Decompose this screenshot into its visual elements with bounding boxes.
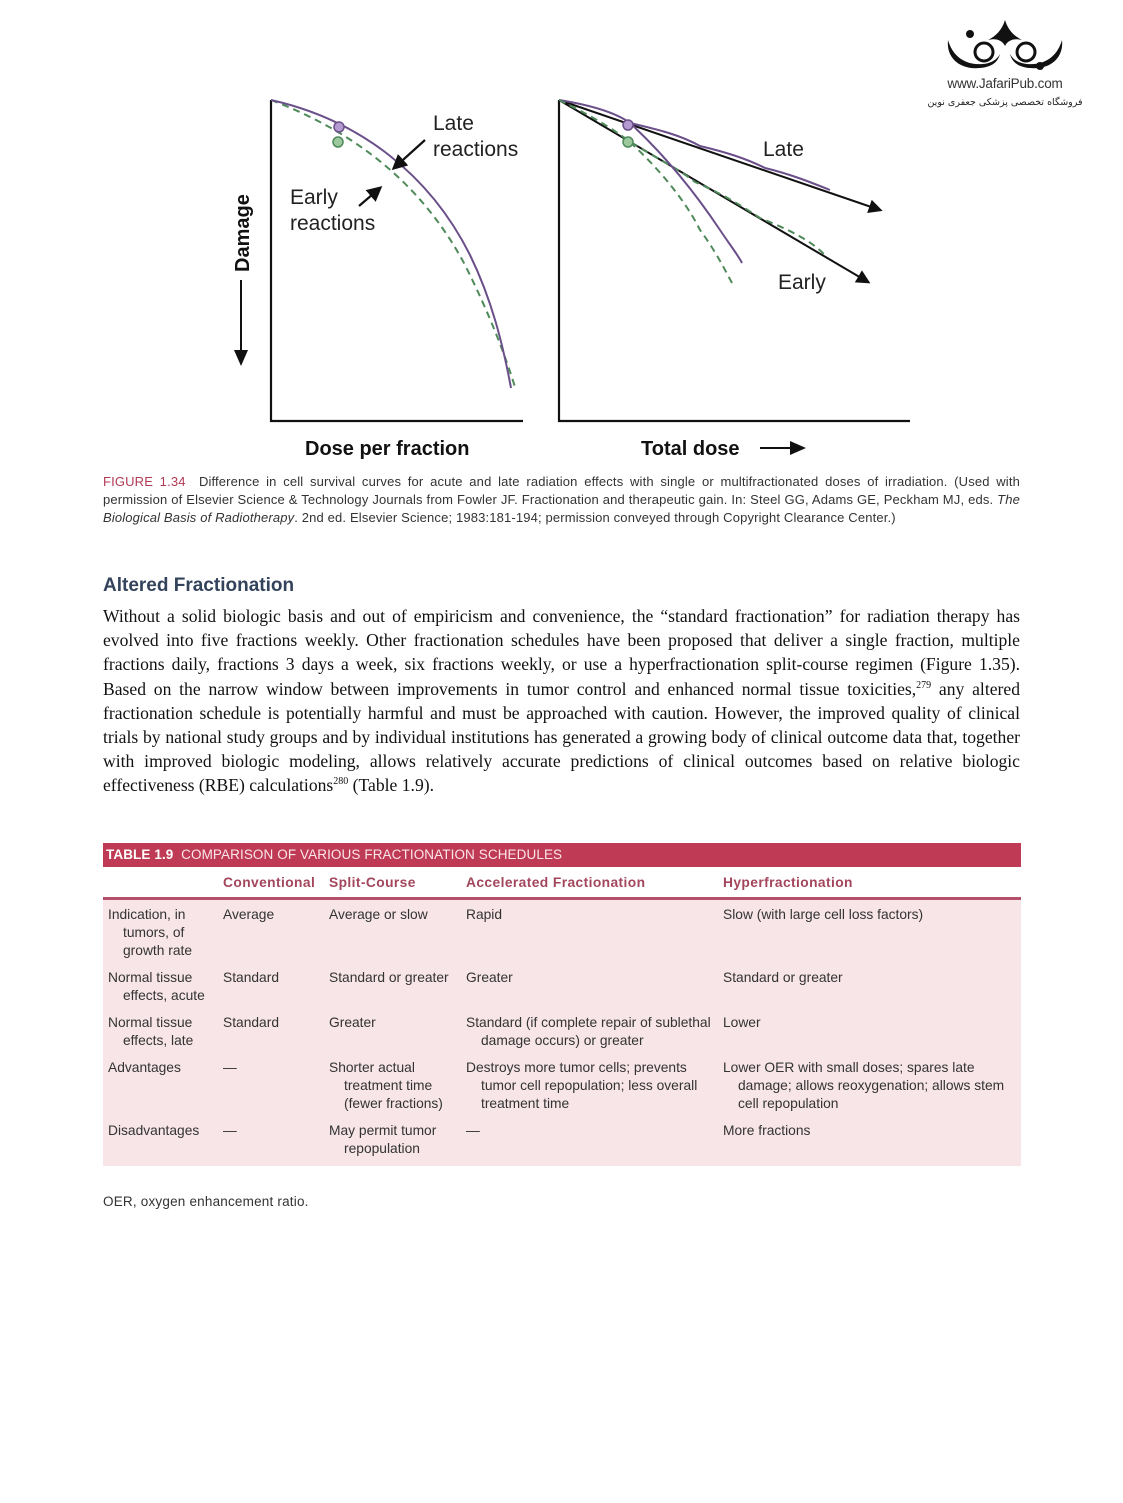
row-header: Indication, in tumors, of growth rate: [108, 907, 193, 958]
table-row: Advantages — Shorter actual treatment time (fewer fractions) Destroys more tumor cells; prevents tumor cell repopulation; less overall treatment time Lower OER with small doses; spares late damage; allows reoxygenation; allows stem cell repopulation: [103, 1055, 1021, 1118]
row-header: Normal tissue effects, late: [108, 1015, 194, 1048]
right-panel: [558, 100, 910, 460]
row-header: Advantages: [108, 1060, 181, 1075]
figure-caption: FIGURE 1.34 Difference in cell survival curves for acute and late radiation effects with single or multifractionated doses of irradiation. (Used with permission of Elsevier Science & Technology Journals from Fowler JF. Fractionation and therapeutic gain. In: Steel GG, Adams GE, Peckham MJ, eds. The Biological Basis of Radiotherapy. 2nd ed. Elsevier Science; 1983:181-194; permission conveyed through Copyright Clearance Center.): [103, 474, 1020, 525]
y-axis-label: Damage: [232, 194, 254, 272]
reference-280: 280: [333, 776, 349, 788]
arrow-right-icon: [790, 441, 806, 455]
column-header: Hyperfractionation: [723, 867, 1021, 899]
svg-text:Early: Early: [778, 271, 826, 294]
publisher-url: www.JafariPub.com: [947, 76, 1063, 91]
row-header: Normal tissue effects, acute: [108, 970, 205, 1003]
row-header: Disadvantages: [108, 1123, 200, 1138]
table-title: COMPARISON OF VARIOUS FRACTIONATION SCHEDULES: [181, 847, 563, 862]
table-number: TABLE 1.9: [106, 847, 174, 862]
section-heading: Altered Fractionation: [103, 575, 295, 596]
table-row: Disadvantages — May permit tumor repopulation — More fractions: [103, 1118, 1021, 1166]
x-axis-label-left: Dose per fraction: [305, 438, 470, 460]
publisher-logo: [905, 18, 1105, 128]
publisher-tagline: فروشگاه تخصصی پزشکی جعفری نوین: [927, 97, 1083, 108]
x-axis-label-right: Total dose: [641, 438, 740, 460]
svg-text:Early: Early: [290, 186, 338, 209]
fractionation-table: [103, 867, 1021, 1166]
column-header: Split-Course: [329, 867, 466, 899]
table-footnote: OER, oxygen enhancement ratio.: [103, 1194, 309, 1209]
early-marker-icon: [623, 137, 633, 147]
late-marker-icon: [334, 122, 344, 132]
table-header-row: [103, 867, 1021, 899]
table-1-9: [103, 843, 1021, 1166]
table-row: Normal tissue effects, late Standard Greater Standard (if complete repair of sublethal damage occurs) or greater Lower: [103, 1010, 1021, 1055]
svg-text:Late: Late: [433, 112, 474, 135]
svg-text:reactions: reactions: [290, 212, 376, 235]
table-title-bar: [103, 843, 1021, 867]
reference-279: 279: [916, 679, 932, 691]
table-row: Indication, in tumors, of growth rate Average Average or slow Rapid Slow (with large cell loss factors): [103, 899, 1021, 966]
svg-text:reactions: reactions: [433, 138, 519, 161]
column-header: Accelerated Fractionation: [466, 867, 723, 899]
svg-text:Late: Late: [763, 138, 804, 161]
arrow-down-icon: [234, 350, 248, 366]
body-paragraph: Without a solid biologic basis and out of empiricism and convenience, the “standard fractionation” for radiation therapy has evolved into five fractions weekly. Other fractionation schedules have been proposed that deliver a single fraction, multiple fractions daily, fractions 3 days a week, six fractions weekly, or use a hyperfractionation split-course regimen (Figure 1.35). Based on the narrow window between improvements in tumor control and enhanced normal tissue toxicities,$^{279}$ any altered fractionation schedule is potentially harmful and must be approached with caution. However, the improved quality of clinical trials by national study groups and by individual institutions has generated a growing body of clinical outcome data that, together with improved biologic modeling, allows relatively accurate predictions of clinical outcomes based on relative biologic effectiveness (RBE) calculations$^{280}$ (Table 1.9).: [103, 606, 1020, 796]
figure-label: FIGURE 1.34: [103, 474, 186, 489]
figure-1-34: [220, 90, 910, 465]
early-marker-icon: [333, 137, 343, 147]
late-marker-icon: [623, 120, 633, 130]
column-header: Conventional: [223, 867, 329, 899]
left-panel: [232, 100, 523, 460]
table-row: Normal tissue effects, acute Standard Standard or greater Greater Standard or greater: [103, 965, 1021, 1010]
calligraphy-logo-icon: [940, 18, 1070, 76]
